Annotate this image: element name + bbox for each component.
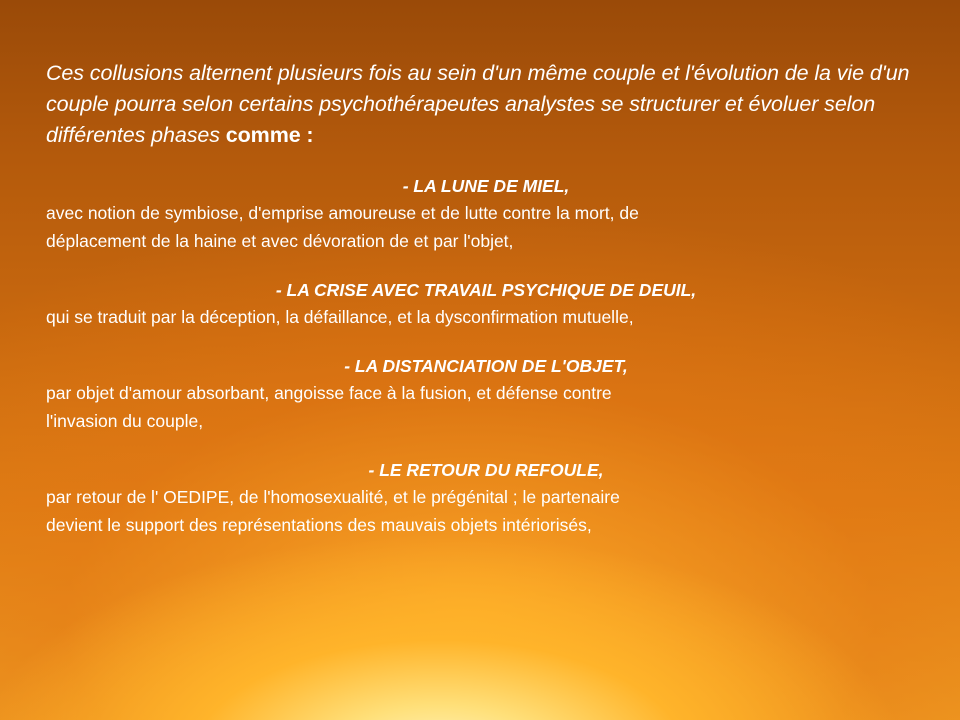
phase-description-line: par objet d'amour absorbant, angoisse face à la fusion, et défense contre (46, 383, 612, 403)
phase-description-line: par retour de l' OEDIPE, de l'homosexualité, et le prégénital ; le partenaire (46, 487, 620, 507)
intro-emphasis: comme : (225, 123, 314, 147)
phase-crise (46, 277, 926, 331)
phase-description (46, 483, 926, 539)
phase-description-line: l'invasion du couple, (46, 411, 204, 431)
intro-text: Ces collusions alternent plusieurs fois au sein d'un même couple et l'évolution de la vie d'un couple pourra selon certains psychothérapeutes analystes se structurer et évoluer selon différentes phases (46, 61, 910, 147)
phase-lune-de-miel (46, 173, 926, 255)
phase-distanciation (46, 353, 926, 435)
phase-title: - LE RETOUR DU REFOULE, (368, 460, 604, 480)
phase-title: - LA LUNE DE MIEL, (402, 176, 570, 196)
phase-description (46, 303, 926, 331)
phase-retour-du-refoule (46, 457, 926, 539)
phase-description-line: avec notion de symbiose, d'emprise amoureuse et de lutte contre la mort, de (46, 203, 639, 223)
slide-text-block (46, 58, 926, 539)
phase-title: - LA DISTANCIATION DE L'OBJET, (344, 356, 628, 376)
phase-description-line: déplacement de la haine et avec dévoration de et par l'objet, (46, 231, 514, 251)
phase-description-line: qui se traduit par la déception, la défaillance, et la dysconfirmation mutuelle, (46, 307, 634, 327)
phase-description (46, 379, 926, 435)
phase-description-line: devient le support des représentations des mauvais objets intériorisés, (46, 515, 592, 535)
intro-paragraph (46, 58, 926, 151)
phase-description (46, 199, 926, 255)
phase-title: - LA CRISE AVEC TRAVAIL PSYCHIQUE DE DEUIL, (275, 280, 697, 300)
